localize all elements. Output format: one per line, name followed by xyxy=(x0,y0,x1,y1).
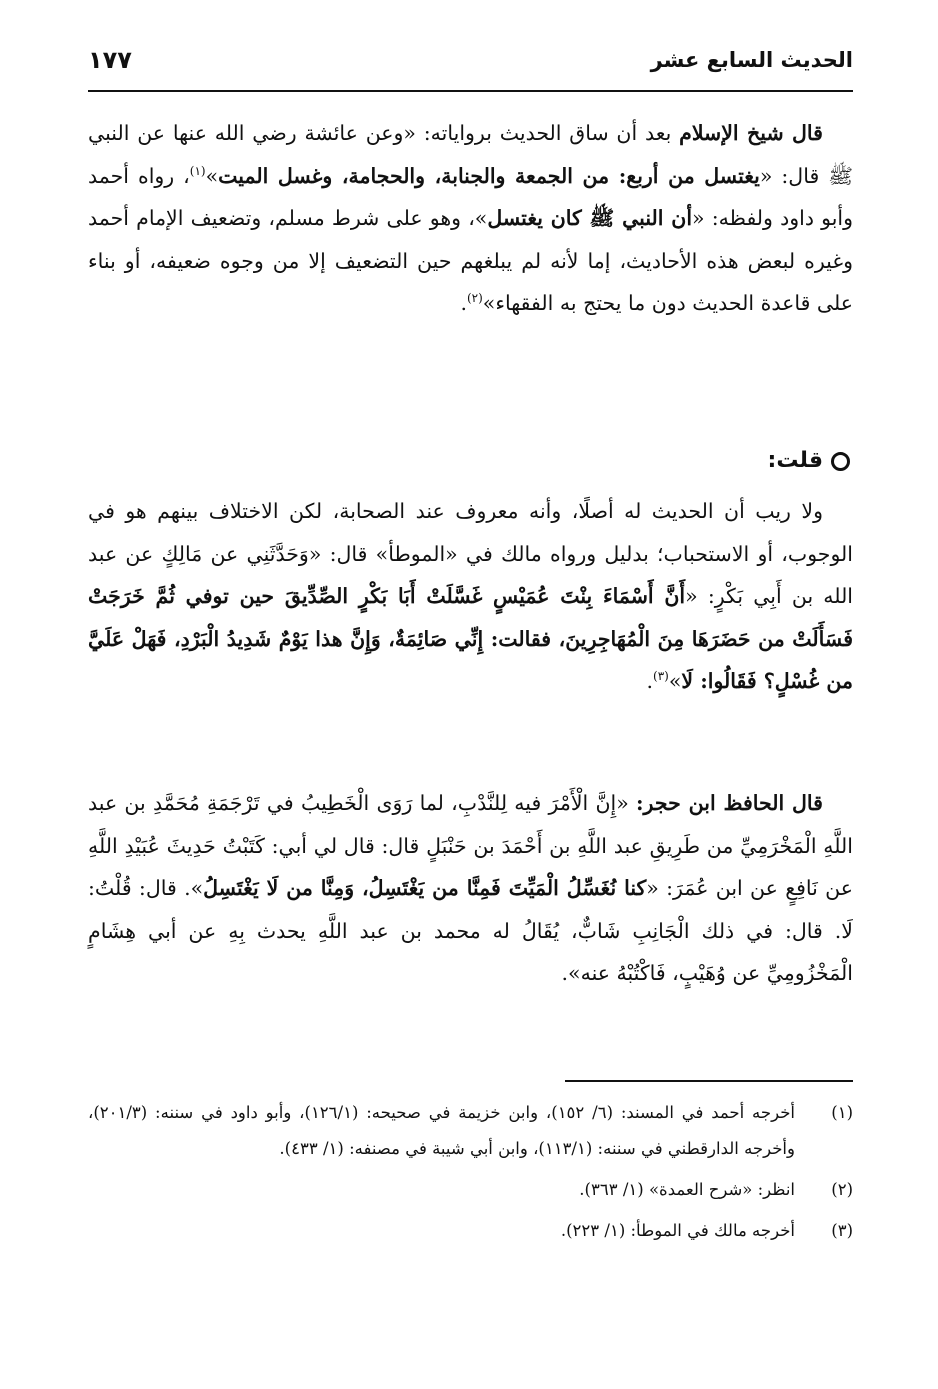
footnote-number: (٣) xyxy=(831,1221,853,1240)
qult-label: قلت: xyxy=(767,448,823,473)
paragraph-ibn-hajar xyxy=(88,782,853,995)
commentary-text: ولا ريب أن الحديث له أصلًا، وأنه معروف عند الصحابة، لكن الاختلاف بينهم هو في الوجوب، أو الاستحباب؛ بدليل ورواه مالك في «الموطأ» قال: «وَحَدَّثَنِي عن مَالِكٍ عن عبد الله بن أَبِي بَكْرٍ: « xyxy=(88,499,854,608)
footnote-ref-2: (٢) xyxy=(466,291,483,306)
hadith-text: أن النبي ﷺ كان يغتسل xyxy=(487,206,693,230)
running-header xyxy=(88,40,853,86)
footnote xyxy=(88,1095,853,1167)
footnote-text: أخرجه مالك في الموطأ: (١/ ٢٢٣). xyxy=(560,1221,795,1240)
period: . xyxy=(460,291,467,315)
quote-close: » xyxy=(205,163,219,188)
quote-text: ، رواه أحمد وأبو داود ولفظه: « xyxy=(88,163,854,230)
quote-close: » xyxy=(668,669,682,693)
quote-text: ». قال: قُلْتُ: لَا. قال: في ذلك الْجَانِبِ شَابٌّ، يُقَالُ له محمد بن عبد اللَّهِ يحدث بِهِ عن أبي هِشَامٍ الْمَخْزُومِيِّ عن وُهَيْبٍ، فَاكْتُبْهُ عنه». xyxy=(88,876,853,985)
speaker-label: قال شيخ الإسلام xyxy=(679,121,823,145)
footnotes xyxy=(88,1095,853,1249)
section-heading-qult xyxy=(768,448,850,473)
footnote-number: (٢) xyxy=(831,1180,853,1199)
footnote-ref-1: (١) xyxy=(189,163,206,178)
paragraph-commentary xyxy=(88,490,853,703)
period: . xyxy=(646,669,653,693)
footnote-text: انظر: «شرح العمدة» (١/ ٣٦٣). xyxy=(579,1180,795,1199)
footnote-text: أخرجه أحمد في المسند: (٦/ ١٥٢)، وابن خزيمة في صحيحه: (١٢٦/١)، وأبو داود في سننه: (٢٠١/٣)، وأخرجه الدارقطني في سننه: (١١٣/١)، وابن أبي شيبة في مصنفه: (١/ ٤٣٣). xyxy=(88,1103,795,1158)
chapter-title: الحديث السابع عشر xyxy=(650,48,853,72)
hadith-text: يغتسل من أربع: من الجمعة والجنابة، والحجامة، وغسل الميت xyxy=(218,163,760,188)
quote-text: »، وهو على شرط مسلم، وتضعيف الإمام أحمد وغيره لبعض هذه الأحاديث، إما لأنه لم يبلغهم حين التضعيف إلا من وجوه ضعيفه، أو بناء على قاعدة الحديث دون ما يحتج به الفقهاء» xyxy=(88,206,853,315)
footnote-ref-3: (٣) xyxy=(653,669,669,684)
hadith-text: أَنَّ أَسْمَاءَ بِنْتَ عُمَيْسٍ غَسَّلَتْ أَبَا بَكْرٍ الصِّدِّيقَ حين توفي ثُمَّ خَرَجَتْ فَسَأَلَتْ من حَضَرَهَا مِنَ الْمُهَاجِرِينَ، فقالت: إِنِّي صَائِمَةٌ، وَإِنَّ هذا يَوْمٌ شَدِيدُ الْبَرْدِ، فَهَلْ عَلَيَّ من غُسْلٍ؟ فَقَالُوا: لَا xyxy=(88,584,853,693)
quote-text: «إِنَّ الْأَمْرَ فيه لِلنَّدْبِ، لما رَوَى الْخَطِيبُ في تَرْجَمَةِ مُحَمَّدِ بن عبد اللَّهِ الْمَخْرَمِيِّ من طَرِيقِ عبد اللَّهِ بن أَحْمَدَ بن حَنْبَلٍ قال: قال لي أبي: كَتَبْتُ حَدِيثَ عُبَيْدِ اللَّهِ عن نَافِعٍ عن ابن عُمَرَ: « xyxy=(88,791,853,900)
header-rule xyxy=(88,90,853,92)
speaker-label: قال الحافظ ابن حجر: xyxy=(635,791,823,815)
page-number: ١٧٧ xyxy=(88,46,132,74)
footnote-number: (١) xyxy=(831,1103,853,1122)
footnote xyxy=(88,1172,853,1208)
footnote xyxy=(88,1213,853,1249)
circle-icon xyxy=(831,452,850,471)
hadith-text: كنا نُغَسِّلُ الْمَيِّتَ فَمِنَّا من يَغْتَسِلُ، وَمِنَّا من لَا يَغْتَسِلُ xyxy=(203,876,647,900)
footnote-separator xyxy=(565,1080,853,1082)
paragraph-shaykh-al-islam xyxy=(88,112,853,325)
quote-text: بعد أن ساق الحديث برواياته: «وعن عائشة رضي الله عنها عن النبي ﷺ قال: « xyxy=(88,121,853,188)
